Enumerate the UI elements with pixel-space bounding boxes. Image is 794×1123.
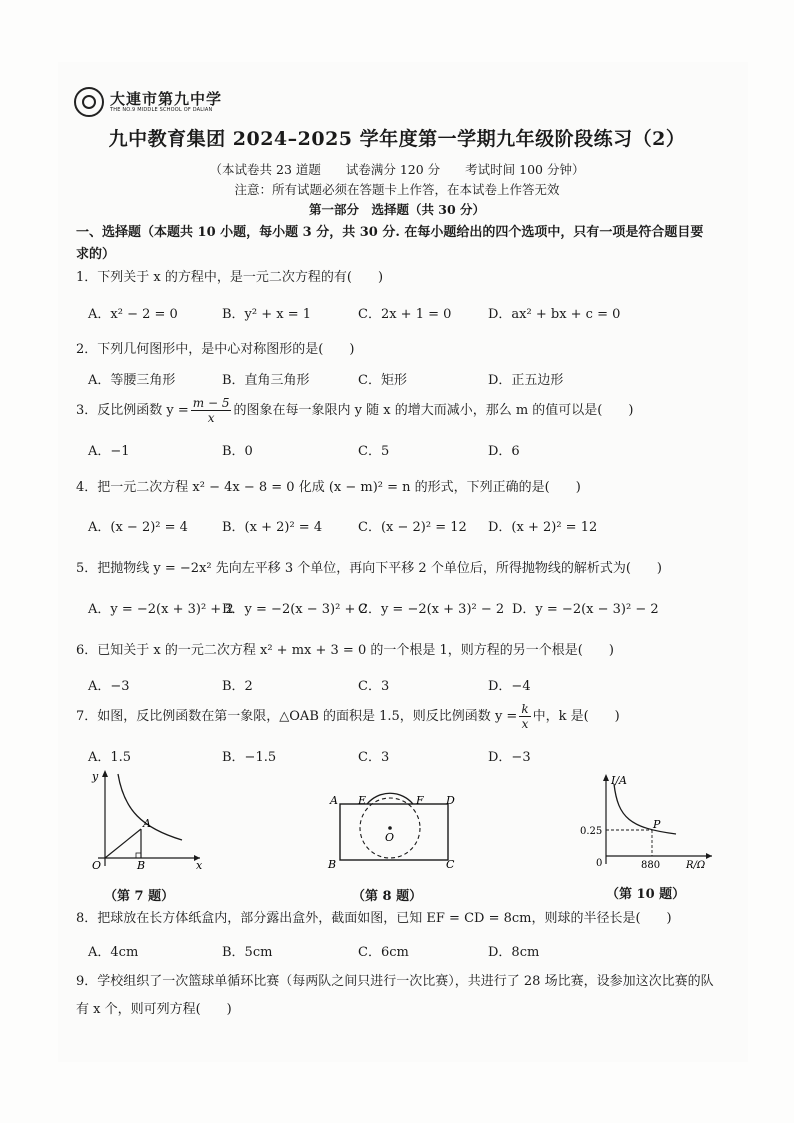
question-5-option-d[interactable]: D．y = −2(x − 3)² − 2: [512, 602, 659, 617]
question-3-stem: 3．反比例函数 y = $\frac{m - 5}{x}$ 的图象在每一象限内 y 随 x 的增大而减小，那么 m 的值可以是( ): [76, 396, 634, 425]
fig10-label-y-tick: 0.25: [580, 826, 603, 837]
figure-8-caption: （第 8 题）: [352, 889, 423, 904]
fig10-y-arrow-icon: [603, 774, 609, 781]
fig7-label-y: y: [92, 770, 99, 783]
fraction-k-over-x: $\frac{k}{x}$: [521, 702, 529, 731]
question-6-option-a[interactable]: A．−3: [88, 679, 130, 694]
question-6-option-d[interactable]: D．−4: [488, 679, 531, 694]
fig10-label-y-axis: I/A: [611, 774, 627, 787]
question-1-option-d[interactable]: D．ax² + bx + c = 0: [488, 307, 621, 322]
fig10-label-x-axis: R/Ω: [686, 860, 706, 871]
fig10-x-arrow-icon: [706, 853, 712, 859]
fig7-right-angle-icon: [136, 853, 141, 858]
fig7-label-a: A: [143, 817, 151, 830]
question-1-option-c[interactable]: C．2x + 1 = 0: [358, 307, 452, 322]
question-5-stem: 5．把抛物线 y = −2x² 先向左平移 3 个单位，再向下平移 2 个单位后，所得抛物线的解析式为( ): [76, 561, 662, 576]
fig10-label-x-tick: 880: [641, 860, 661, 871]
question-9-stem: 9．学校组织了一次篮球单循环比赛（每两队之间只进行一次比赛），共进行了 28 场比赛，设参加这次比赛的队有 x 个，则可列方程( ): [76, 974, 714, 1017]
question-8-option-d[interactable]: D．8cm: [488, 945, 540, 960]
question-4-option-d[interactable]: D．(x + 2)² = 12: [488, 520, 598, 535]
question-1-stem: 1．下列关于 x 的方程中，是一元二次方程的有( ): [76, 270, 384, 285]
question-5-option-c[interactable]: C．y = −2(x + 3)² − 2: [358, 602, 505, 617]
fig8-label-b: B: [328, 858, 337, 871]
question-4-option-c[interactable]: C．(x − 2)² = 12: [358, 520, 467, 535]
exam-title: 九中教育集团 2024–2025 学年度第一学期九年级阶段练习（2）: [108, 128, 686, 150]
question-5-option-a[interactable]: A．y = −2(x + 3)² + 2: [88, 602, 234, 617]
section-heading: 一、选择题（本题共 10 小题，每小题 3 分，共 30 分. 在每小题给出的四个选项中，只有一项是符合题目要求的）: [76, 225, 704, 262]
question-7-option-b[interactable]: B．−1.5: [222, 750, 277, 765]
fig8-label-d: D: [446, 794, 455, 807]
fig8-label-o: O: [385, 831, 395, 844]
question-6-stem: 6．已知关于 x 的一元二次方程 x² + mx + 3 = 0 的一个根是 1，则方程的另一个根是( ): [76, 643, 614, 658]
question-7-option-c[interactable]: C．3: [358, 750, 390, 765]
fraction-m-minus-5-over-x: $\frac{m - 5}{x}$: [192, 396, 230, 425]
question-2-stem: 2．下列几何图形中，是中心对称图形的是( ): [76, 342, 355, 357]
school-name-en: THE NO.9 MIDDLE SCHOOL OF DALIAN: [110, 106, 213, 113]
fig10-label-origin: 0: [596, 858, 603, 869]
question-2-option-d[interactable]: D．正五边形: [488, 373, 564, 388]
question-8-option-b[interactable]: B．5cm: [222, 945, 273, 960]
question-8-option-a[interactable]: A．4cm: [88, 945, 139, 960]
question-3-option-a[interactable]: A．−1: [88, 444, 130, 459]
question-8-stem: 8．把球放在长方体纸盒内，部分露出盒外，截面如图，已知 EF = CD = 8cm，则球的半径长是( ): [76, 911, 672, 926]
figure-8-diagram: [322, 788, 462, 872]
figure-7-caption: （第 7 题）: [104, 889, 175, 904]
question-5-option-b[interactable]: B．y = −2(x − 3)² + 2: [222, 602, 368, 617]
fig8-label-c: C: [446, 858, 455, 871]
fig7-hyperbola: [118, 774, 182, 840]
fig7-label-b: B: [137, 859, 146, 870]
fig8-label-f: F: [416, 794, 424, 807]
question-2-option-b[interactable]: B．直角三角形: [222, 373, 310, 388]
fig8-label-e: E: [358, 794, 367, 807]
school-seal-icon: [74, 87, 104, 117]
question-2-option-c[interactable]: C．矩形: [358, 373, 407, 388]
question-1-option-b[interactable]: B．y² + x = 1: [222, 307, 312, 322]
question-1-option-a[interactable]: A．x² − 2 = 0: [88, 307, 178, 322]
fig7-label-x: x: [196, 859, 203, 870]
question-7-stem: 7．如图，反比例函数在第一象限，△OAB 的面积是 1.5，则反比例函数 y = $\frac{k}{x}$ 中，k 是( ): [76, 702, 620, 731]
fig8-label-a: A: [330, 794, 338, 807]
fig7-y-arrow-icon: [102, 770, 108, 777]
question-2-option-a[interactable]: A．等腰三角形: [88, 373, 176, 388]
question-3-option-b[interactable]: B．0: [222, 444, 253, 459]
school-name: 大連市第九中学: [110, 89, 223, 108]
fig10-curve: [614, 784, 676, 834]
exam-notice: 注意：所有试题必须在答题卡上作答，在本试卷上作答无效: [234, 182, 560, 197]
question-4-option-b[interactable]: B．(x + 2)² = 4: [222, 520, 323, 535]
figure-10-caption: （第 10 题）: [606, 887, 686, 902]
figure-10-diagram: [580, 770, 720, 874]
question-8-option-c[interactable]: C．6cm: [358, 945, 409, 960]
question-6-option-c[interactable]: C．3: [358, 679, 390, 694]
question-7-option-d[interactable]: D．−3: [488, 750, 531, 765]
school-logo: [74, 86, 222, 118]
figure-7-diagram: [88, 766, 208, 870]
part-title: 第一部分 选择题（共 30 分）: [308, 202, 486, 217]
question-6-option-b[interactable]: B．2: [222, 679, 253, 694]
fig7-label-o: O: [92, 859, 102, 870]
question-4-option-a[interactable]: A．(x − 2)² = 4: [88, 520, 188, 535]
question-4-stem: 4．把一元二次方程 x² − 4x − 8 = 0 化成 (x − m)² = n 的形式，下列正确的是( ): [76, 480, 581, 495]
fig10-label-p: P: [653, 818, 661, 831]
exam-info: （本试卷共 23 道题 试卷满分 120 分 考试时间 100 分钟）: [209, 162, 585, 177]
question-7-option-a[interactable]: A．1.5: [88, 750, 132, 765]
question-3-option-d[interactable]: D．6: [488, 444, 520, 459]
question-3-option-c[interactable]: C．5: [358, 444, 390, 459]
fig8-center-dot: [388, 826, 392, 830]
